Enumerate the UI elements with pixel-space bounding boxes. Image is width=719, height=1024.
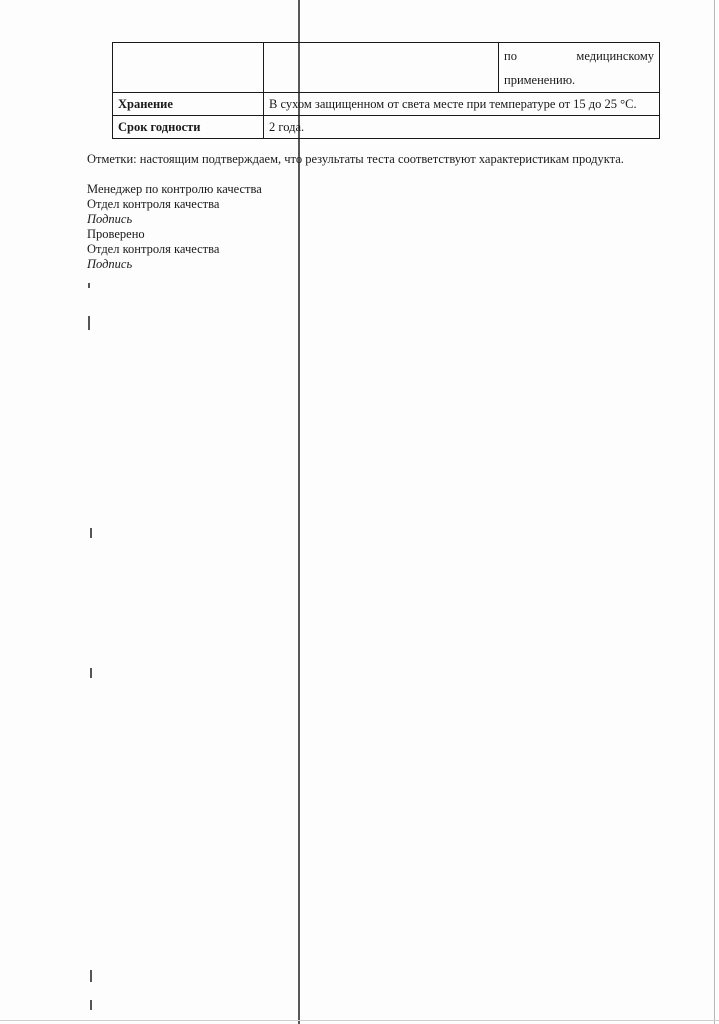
scan-edge-bottom xyxy=(0,1020,719,1021)
signature-label: Подпись xyxy=(87,257,133,271)
confirmation-note: Отметки: настоящим подтверждаем, что результаты теста соответствуют характеристикам продукта. xyxy=(87,152,624,166)
scan-speck xyxy=(90,970,92,982)
instructions-word: медицинскому xyxy=(576,49,654,63)
storage-label: Хранение xyxy=(113,93,264,116)
manager-title: Менеджер по контролю качества xyxy=(87,182,262,196)
scan-speck xyxy=(88,316,90,330)
scan-speck xyxy=(88,283,90,288)
scan-speck xyxy=(90,528,92,538)
signature-label: Подпись xyxy=(87,212,133,226)
table-cell-instructions xyxy=(499,43,660,93)
shelf-life-label: Срок годности xyxy=(113,116,264,139)
instructions-line-2: применению. xyxy=(504,73,576,87)
table-cell-empty xyxy=(113,43,264,93)
signature-block xyxy=(87,182,262,272)
table-row-storage xyxy=(113,93,660,116)
scan-speck xyxy=(90,1000,92,1010)
storage-value: В сухом защищенном от света месте при температуре от 15 до 25 °С. xyxy=(264,93,660,116)
checked-label: Проверено xyxy=(87,227,145,241)
instructions-word: по xyxy=(504,49,517,63)
scan-speck xyxy=(90,668,92,678)
table-row-shelf-life xyxy=(113,116,660,139)
department-label: Отдел контроля качества xyxy=(87,242,220,256)
specification-table xyxy=(112,42,660,139)
shelf-life-value: 2 года. xyxy=(264,116,660,139)
table-cell-empty xyxy=(264,43,499,93)
scan-edge-right xyxy=(714,0,715,1024)
department-label: Отдел контроля качества xyxy=(87,197,220,211)
instructions-line-1 xyxy=(504,46,654,66)
table-row xyxy=(113,43,660,93)
